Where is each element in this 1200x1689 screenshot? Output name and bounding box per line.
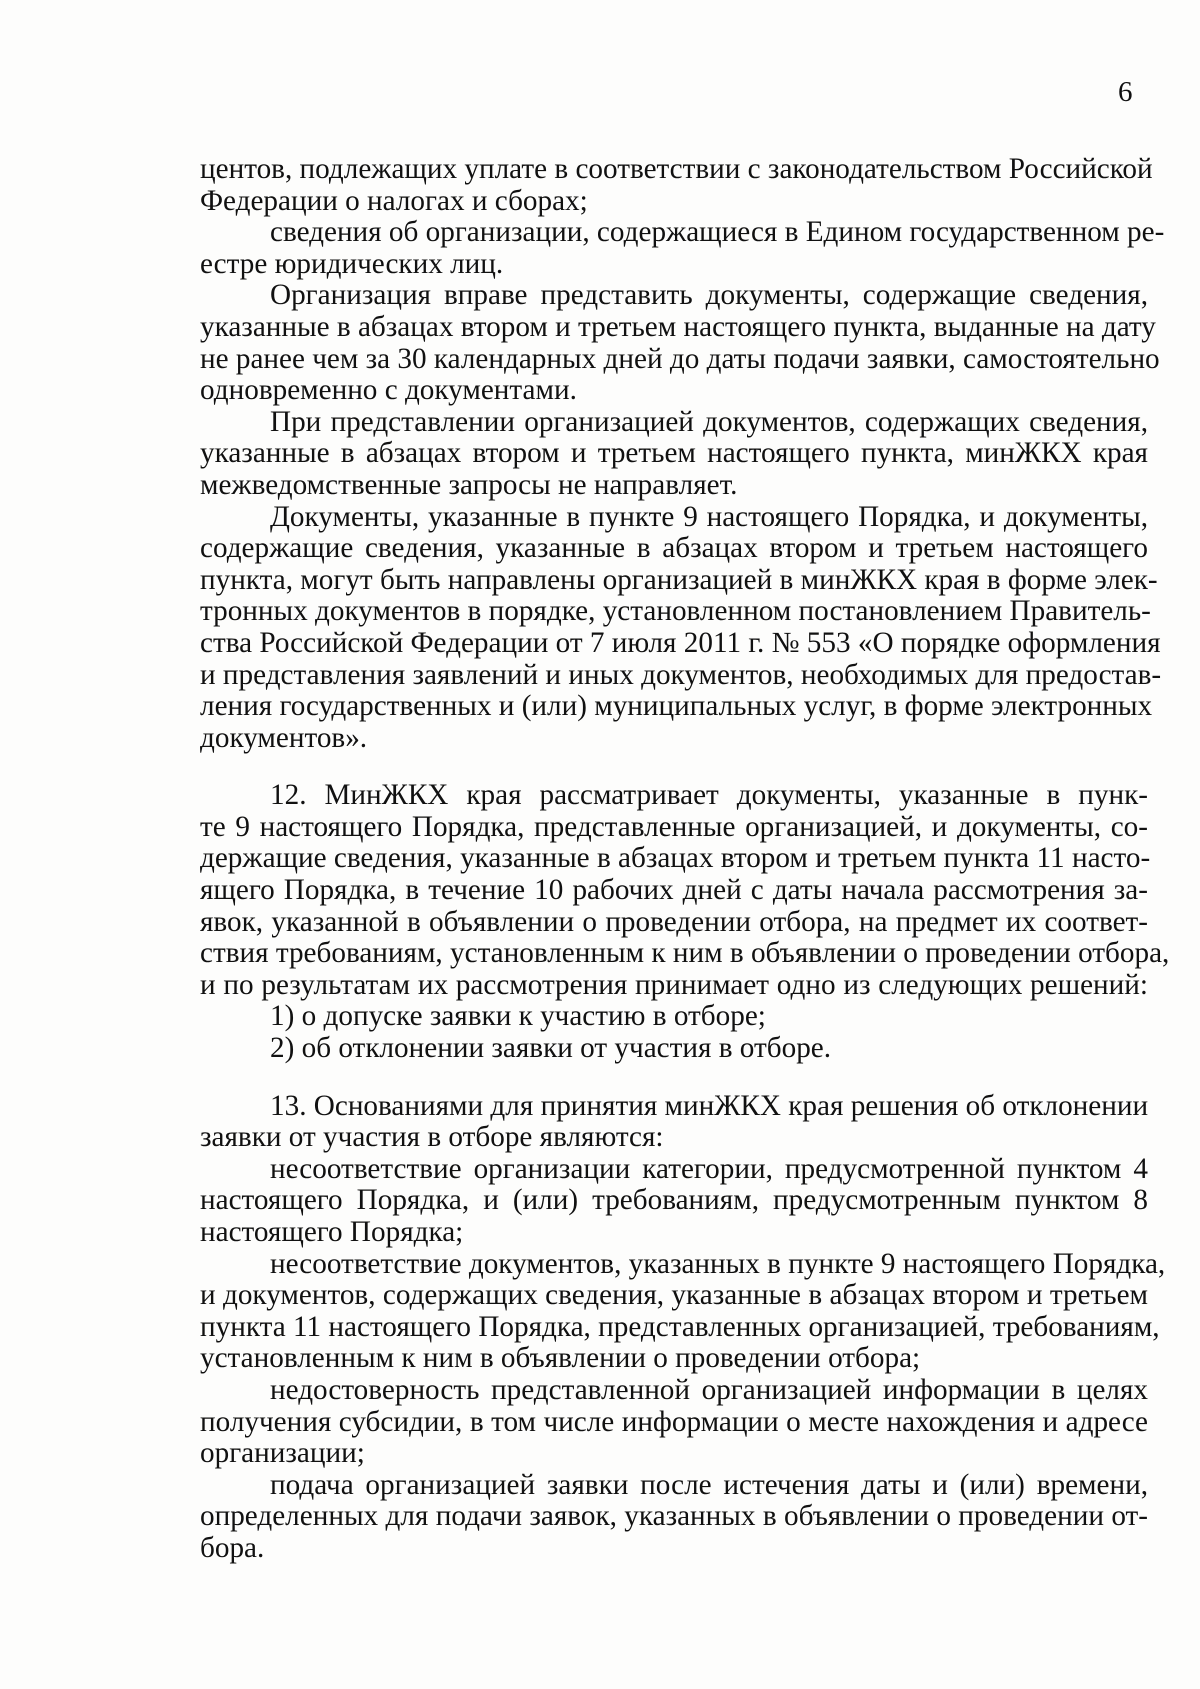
- paragraph-section-12: [200, 779, 1170, 1001]
- text-line: ления государственных и (или) муниципальных услуг, в форме электронных: [200, 690, 1153, 723]
- list-item-decision-2: [200, 1033, 1148, 1065]
- text-line: ящего Порядка, в течение 10 рабочих дней с даты начала рассмотрения за-: [200, 874, 1148, 907]
- text-line: получения субсидии, в том числе информации о месте нахождения и адресе: [200, 1405, 1148, 1438]
- section-spacer: [200, 1065, 1148, 1091]
- text-line: определенных для подачи заявок, указанных в объявлении о проведении от-: [200, 1500, 1148, 1533]
- paragraph-unreliable-information: [200, 1375, 1148, 1470]
- text-line: Документы, указанные в пункте 9 настоящего Порядка, и документы,: [270, 500, 1148, 533]
- section-spacer: [200, 754, 1148, 780]
- text-line: Организация вправе представить документы, содержащие сведения,: [270, 279, 1148, 312]
- text-line: 13. Основаниями для принятия минЖКХ края решения об отклонении: [270, 1089, 1149, 1122]
- text-line: 1) о допуске заявки к участию в отборе;: [270, 1000, 766, 1033]
- text-line: организации;: [200, 1437, 365, 1470]
- list-item-decision-1: [200, 1001, 1148, 1033]
- text-line: ства Российской Федерации от 7 июля 2011 г. № 553 «О порядке оформления: [200, 626, 1161, 659]
- text-line: пункта, могут быть направлены организацией в минЖКХ края в форме элек-: [200, 563, 1158, 596]
- paragraph-electronic-documents: [200, 500, 1162, 755]
- text-line: ствия требованиям, установленным к ним в объявлении о проведении отбора,: [200, 937, 1170, 970]
- text-line: сведения об организации, содержащиеся в Едином государственном ре-: [270, 216, 1165, 249]
- text-line: естре юридических лиц.: [200, 247, 504, 280]
- text-line: 12. МинЖКХ края рассматривает документы, указанные в пунк-: [270, 779, 1148, 812]
- text-line: пункта 11 настоящего Порядка, представленных организацией, требованиям,: [200, 1310, 1160, 1343]
- text-line: и документов, содержащих сведения, указанные в абзацах втором и третьем: [200, 1279, 1148, 1312]
- text-line: несоответствие организации категории, предусмотренной пунктом 4: [270, 1152, 1148, 1185]
- text-line: одновременно с документами.: [200, 374, 577, 407]
- text-line: 2) об отклонении заявки от участия в отборе.: [270, 1032, 832, 1065]
- text-line: Федерации о налогах и сборах;: [200, 184, 588, 217]
- text-line: установленным к ним в объявлении о проведении отбора;: [200, 1342, 921, 1375]
- text-line: держащие сведения, указанные в абзацах втором и третьем пункта 11 насто-: [200, 842, 1151, 875]
- text-line: недостоверность представленной организацией информации в целях: [270, 1373, 1148, 1406]
- paragraph-documents-mismatch: [200, 1247, 1166, 1375]
- text-line: настоящего Порядка, и (или) требованиям, предусмотренным пунктом 8: [200, 1184, 1148, 1217]
- paragraph-section-13: [200, 1091, 1148, 1154]
- text-line: содержащие сведения, указанные в абзацах втором и третьем настоящего: [200, 532, 1148, 565]
- text-line: настоящего Порядка;: [200, 1216, 464, 1248]
- text-line: те 9 настоящего Порядка, представленные организацией, и документы, со-: [200, 810, 1148, 843]
- text-line: и представления заявлений и иных документов, необходимых для предостав-: [200, 658, 1162, 691]
- document-body: [200, 153, 1170, 1565]
- text-line: указанные в абзацах втором и третьем настоящего пункта, минЖКХ края: [200, 437, 1148, 470]
- text-line: указанные в абзацах втором и третьем настоящего пункта, выданные на дату: [200, 310, 1156, 343]
- paragraph-organization-right: [200, 279, 1160, 407]
- text-line: заявки от участия в отборе являются:: [200, 1121, 664, 1154]
- text-line: и по результатам их рассмотрения принимает одно из следующих решений:: [200, 968, 1148, 1001]
- text-line: подача организацией заявки после истечения даты и (или) времени,: [270, 1468, 1148, 1501]
- paragraph-egrul-info: [200, 216, 1165, 280]
- text-line: межведомственные запросы не направляет.: [200, 468, 738, 501]
- text-line: При представлении организацией документов, содержащих сведения,: [270, 405, 1148, 438]
- text-line: документов».: [200, 721, 368, 754]
- paragraph-late-submission: [200, 1470, 1148, 1565]
- page-number: 6: [1118, 76, 1133, 108]
- text-line: тронных документов в порядке, установленном постановлением Правитель-: [200, 595, 1151, 628]
- text-line: не ранее чем за 30 календарных дней до даты подачи заявки, самостоятельно: [200, 342, 1160, 375]
- text-line: несоответствие документов, указанных в пункте 9 настоящего Порядка,: [270, 1247, 1166, 1280]
- text-line: центов, подлежащих уплате в соответствии с законодательством Российской: [200, 153, 1153, 185]
- paragraph-tax-info-continuation: [200, 153, 1153, 217]
- text-line: бора.: [200, 1531, 265, 1564]
- paragraph-category-mismatch: [200, 1154, 1148, 1249]
- text-line: явок, указанной в объявлении о проведении отбора, на предмет их соответ-: [200, 905, 1148, 938]
- paragraph-no-interagency-requests: [200, 407, 1148, 502]
